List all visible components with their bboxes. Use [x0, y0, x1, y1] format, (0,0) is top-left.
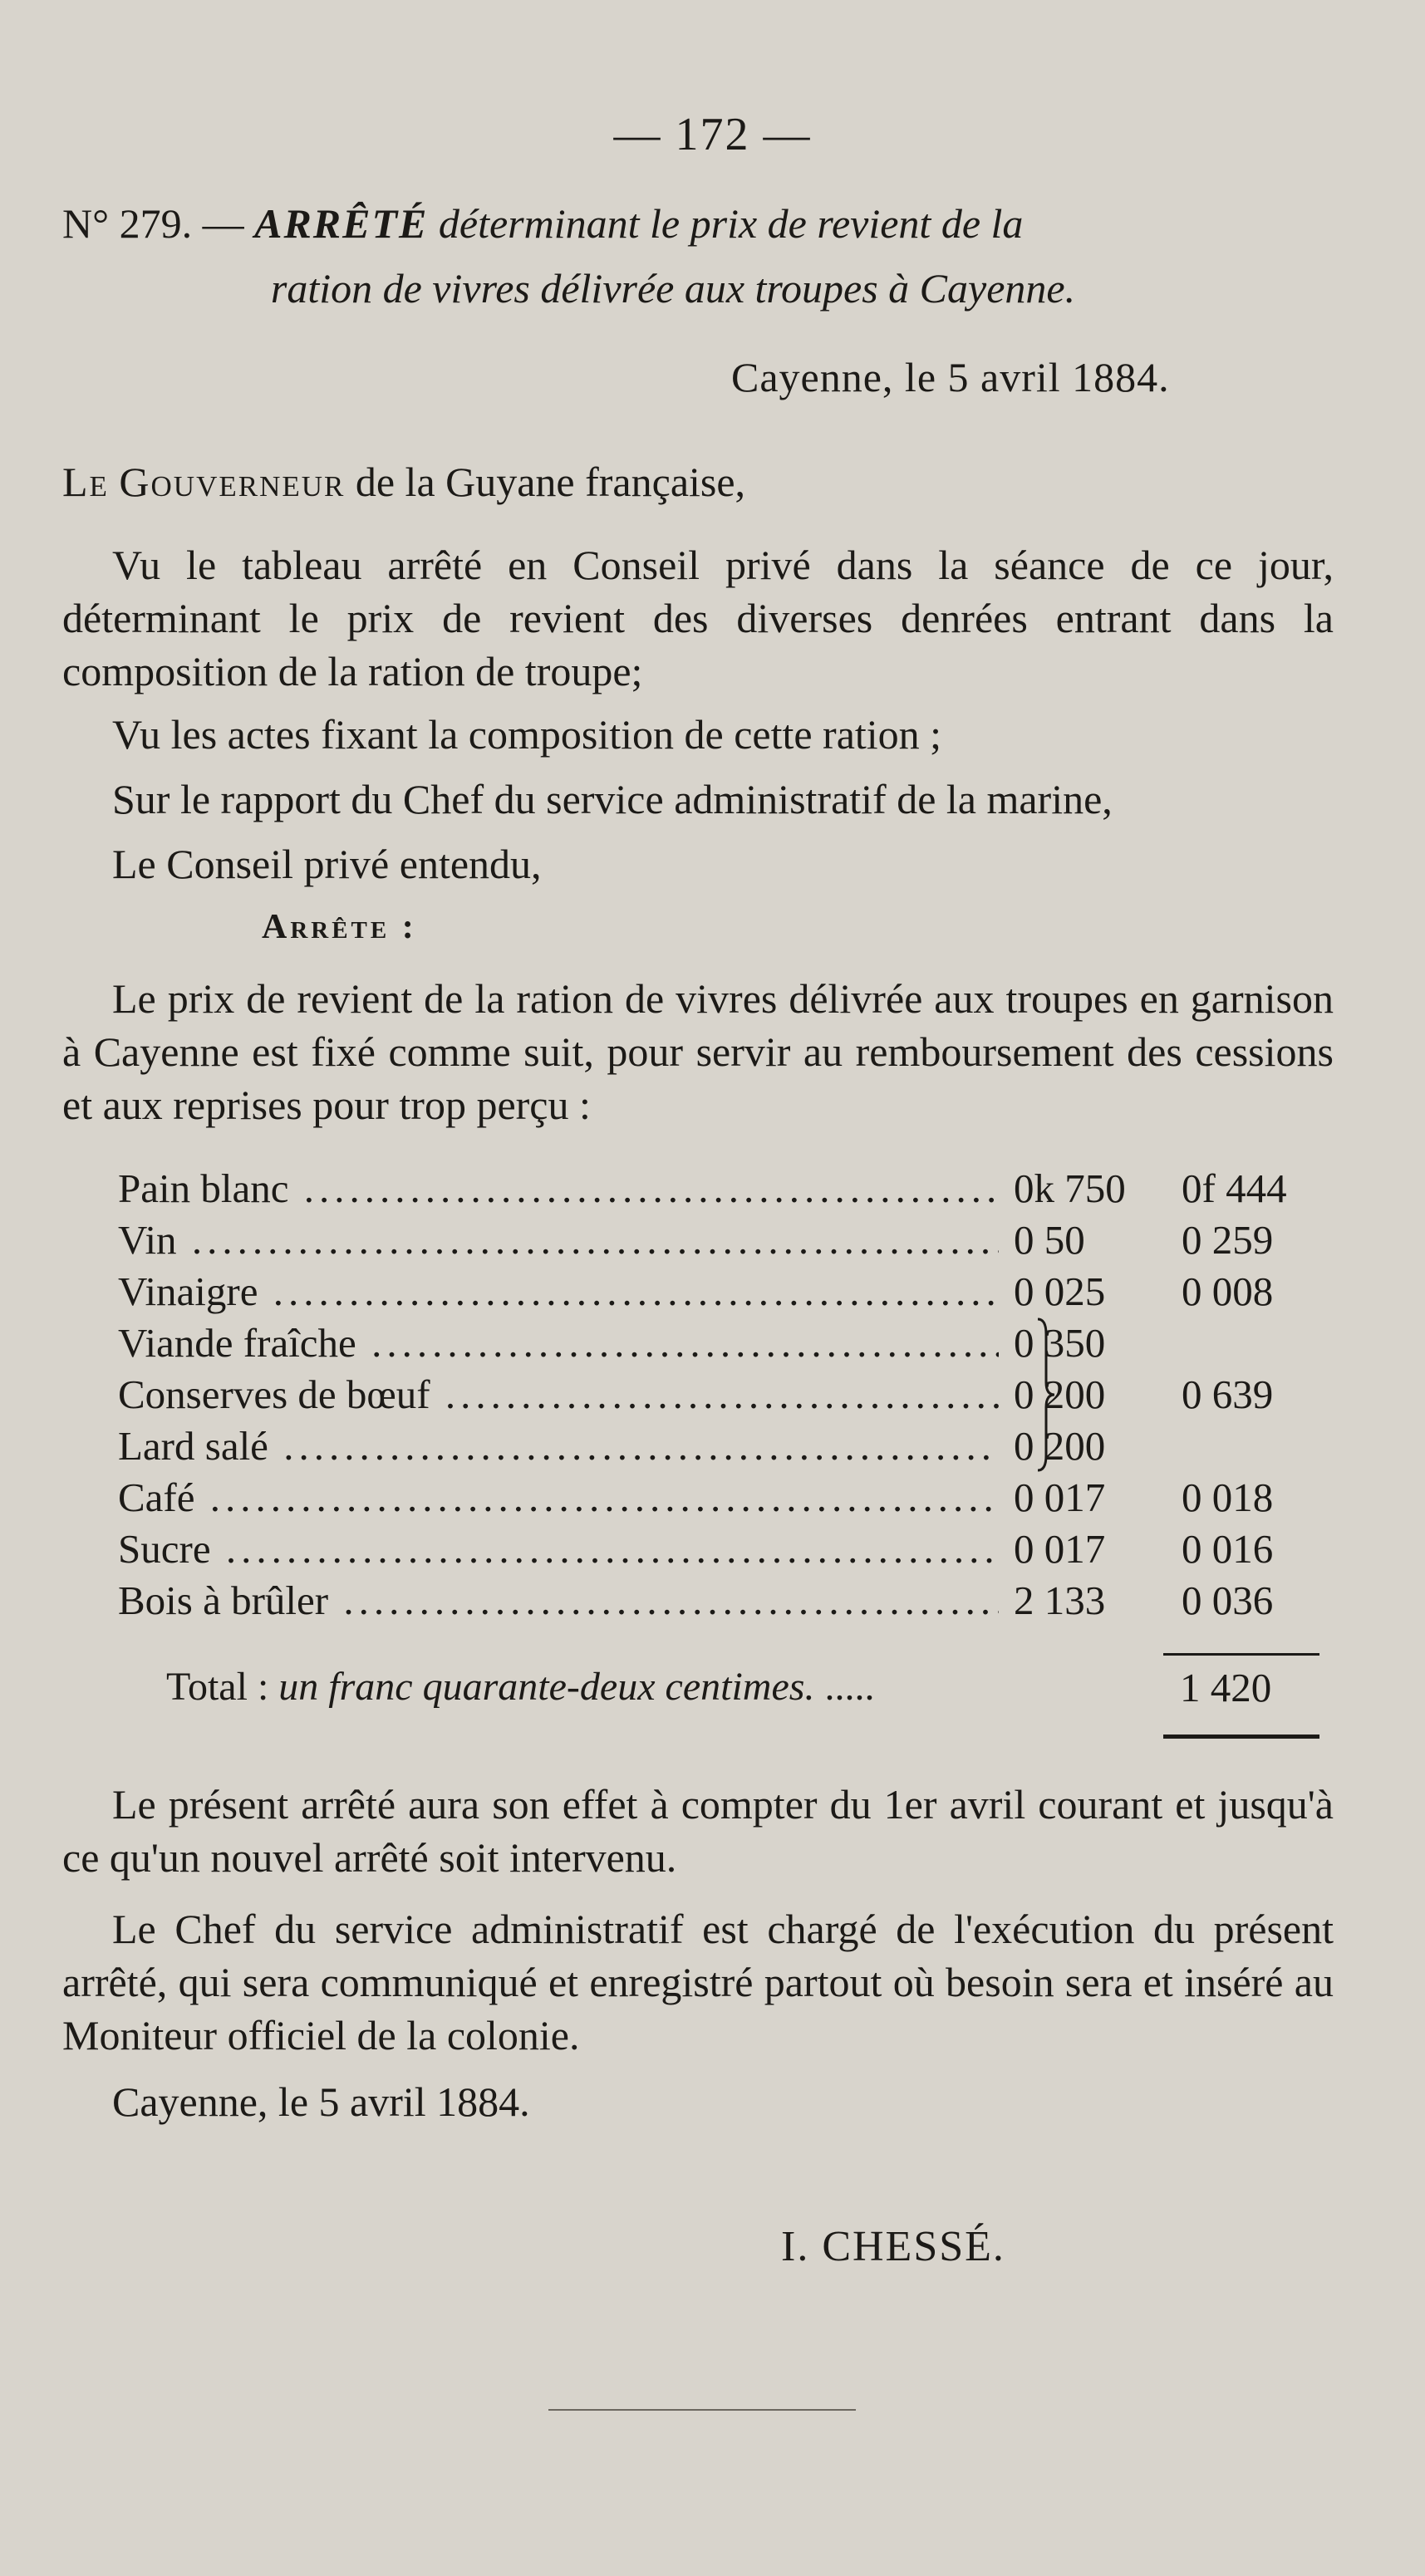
total-value: 1 420 [1180, 1665, 1272, 1710]
governor-rest: de la Guyane française, [355, 459, 746, 505]
item-name: Sucre ..... [118, 1524, 999, 1575]
table-row [118, 1420, 1314, 1472]
considerant-2: Vu les actes fixant la composition de cette ration ; [112, 711, 942, 758]
item-ration-cost: 0 016 [1182, 1526, 1274, 1572]
item-name: Bois à brûler ..... [118, 1575, 999, 1627]
item-price: 0k 750 [999, 1163, 1163, 1214]
table-row [118, 1266, 1314, 1317]
total-rule-top [1163, 1653, 1319, 1656]
item-price: 0 350 [999, 1317, 1163, 1369]
end-rule [548, 2409, 856, 2411]
item-name: Pain blanc ..... [118, 1163, 999, 1214]
item-ration-cost: 0 639 [1182, 1371, 1274, 1417]
item-price: 0 017 [999, 1472, 1163, 1524]
heading-dash: — [202, 200, 244, 247]
dateline: Cayenne, le 5 avril 1884. [731, 354, 1170, 400]
total-dots: ..... [824, 1665, 875, 1709]
item-price: 2 133 [999, 1575, 1163, 1627]
item-price: 0 017 [999, 1524, 1163, 1575]
governor-le: Le [62, 459, 109, 505]
closing-date: Cayenne, le 5 avril 1884. [112, 2078, 530, 2125]
table-row [118, 1214, 1314, 1266]
article-1: Le prix de revient de la ration de vivres délivrée aux troupes en garnison à Cayenne est fixé comme suit, pour servir au remboursement des cessions et aux reprises pour trop perçu : [62, 975, 1334, 1128]
table-row [118, 1524, 1314, 1575]
item-ration-cost: 0f 444 [1182, 1165, 1287, 1211]
item-ration-cost: 0 259 [1182, 1217, 1274, 1263]
table-row [118, 1369, 1314, 1420]
article-2: Le présent arrêté aura son effet à compter du 1er avril courant et jusqu'à ce qu'un nouvel arrêté soit intervenu. [62, 1781, 1334, 1881]
item-price: 0 200 [999, 1369, 1163, 1420]
table-row [118, 1163, 1314, 1214]
item-name: Lard salé ..... [118, 1420, 999, 1472]
item-ration-cost: 0 036 [1182, 1577, 1274, 1623]
table-row [118, 1575, 1314, 1627]
decree-number: N° 279. [62, 200, 193, 247]
item-price: 0 50 [999, 1214, 1163, 1266]
heading-line1-rest: déterminant le prix de revient de la [438, 200, 1024, 247]
total-line [166, 1664, 874, 1710]
arrete-label: Arrête : [262, 908, 417, 946]
item-price: 0 200 [999, 1420, 1163, 1472]
article-3: Le Chef du service administratif est chargé de l'exécution du présent arrêté, qui sera communiqué et enregistré partout où besoin sera et inséré au Moniteur officiel de la colonie. [62, 1906, 1334, 2058]
item-name: Viande fraîche ..... [118, 1317, 999, 1369]
governor-line [62, 455, 1334, 508]
total-label: Total : [166, 1665, 269, 1709]
item-name: Café ..... [118, 1472, 999, 1524]
governor-title: Gouverneur [119, 459, 346, 505]
considerant-1: Vu le tableau arrêté en Conseil privé dans la séance de ce jour, déterminant le prix de revient des diverses denrées entrant dans la composition de la ration de troupe; [62, 542, 1334, 694]
heading-arrete-word: ARRÊTÉ [254, 200, 429, 247]
table-row [118, 1472, 1314, 1524]
item-name: Conserves de bœuf ..... [118, 1369, 999, 1420]
item-price: 0 025 [999, 1266, 1163, 1317]
page-number: — 172 — [613, 109, 812, 160]
total-in-words: un franc quarante-deux centimes. [278, 1665, 815, 1709]
total-rule-bottom [1163, 1735, 1319, 1739]
signature: I. CHESSÉ. [781, 2223, 1005, 2270]
ration-table [118, 1163, 1314, 1627]
meat-group-brace [1034, 1317, 1056, 1472]
table-row [118, 1317, 1314, 1369]
item-name: Vinaigre ..... [118, 1266, 999, 1317]
item-name: Vin ..... [118, 1214, 999, 1266]
decree-heading [62, 191, 1334, 321]
heading-line2: ration de vivres délivrée aux troupes à Cayenne. [270, 265, 1076, 312]
considerant-3: Sur le rapport du Chef du service administratif de la marine, [112, 776, 1113, 822]
item-ration-cost: 0 018 [1182, 1474, 1274, 1520]
item-ration-cost: 0 008 [1182, 1268, 1274, 1314]
considerant-4: Le Conseil privé entendu, [112, 841, 542, 887]
